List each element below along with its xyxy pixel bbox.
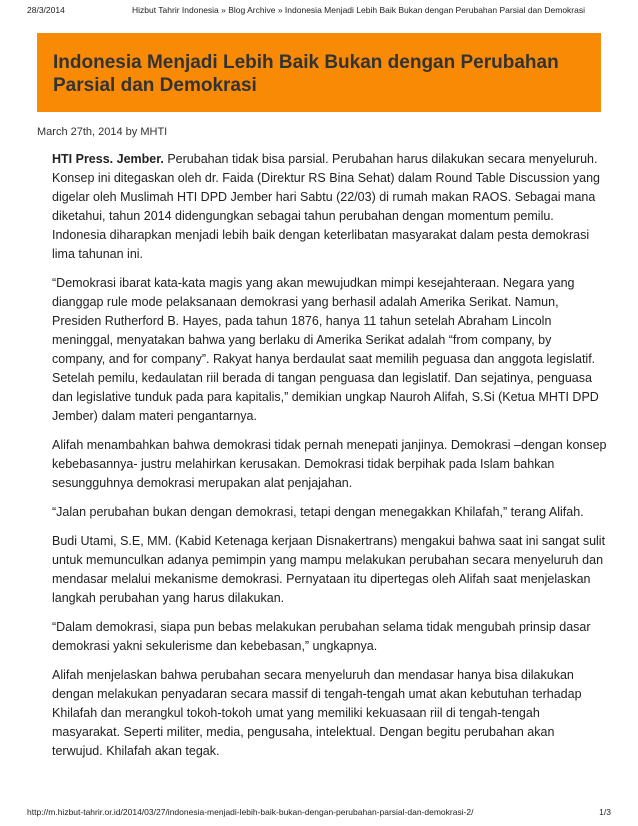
article-title-box (37, 33, 601, 112)
paragraph: “Demokrasi ibarat kata-kata magis yang akan mewujudkan mimpi kesejahteraan. Negara yang dianggap rule mode pelaksanaan demokrasi yang berhasil adalah Amerika Serikat. Namun, Presiden Rutherford B. Hayes, pada tahun 1876, hanya 11 tahun setelah Abraham Lincoln meninggal, menyatakan bahwa yang berlaku di Amerika Serikat adalah “from company, by company, and for company”. Rakyat hanya berdaulat saat memilih peguasa dan anggota legislatif. Setelah pemilu, kedaulatan riil berada di tangan penguasa dan legislatif. Dan sejatinya, penguasa dan legislative tunduk pada para kapitalis,” demikian ungkap Nauroh Alifah, S.Si (Ketua MHTI DPD Jember) dalam materi pengantarnya. (52, 276, 599, 423)
print-footer (27, 804, 611, 820)
lead-label: HTI Press. Jember. (52, 152, 164, 166)
paragraph-1-text: Perubahan tidak bisa parsial. Perubahan harus dilakukan secara menyeluruh. Konsep ini ditegaskan oleh dr. Faida (Direktur RS Bina Sehat) dalam Round Table Discussion yang digelar oleh Muslimah HTI DPD Jember hari Sabtu (22/03) di rumah makan RAOS. Sebagai mana diketahui, tahun 2014 didengungkan sebagai tahun perubahan dengan momentum pemilu. Indonesia diharapkan menjadi lebih baik dengan keterlibatan masyarakat dalam pesta demokrasi lima tahunan ini. (52, 152, 600, 261)
paragraph: Alifah menjelaskan bahwa perubahan secara menyeluruh dan mendasar hanya bisa dilakukan dengan melakukan penyadaran secara massif di tengah-tengah umat akan kebutuhan terhadap Khilafah dan merangkul tokoh-tokoh umat yang memiliki kekuasaan riil di tengah-tengah masyarakat. Seperti militer, media, pengusaha, intelektual. Dengan begitu perubahan akan terwujud. Khilafah akan tegak. (52, 668, 582, 758)
print-header (27, 2, 611, 18)
paragraph: “Jalan perubahan bukan dengan demokrasi, tetapi dengan menegakkan Khilafah,” terang Alifah. (52, 505, 584, 519)
paragraph: “Dalam demokrasi, siapa pun bebas melakukan perubahan selama tidak mengubah prinsip dasar demokrasi yakni sekulerisme dan kebebasan,” ungkapnya. (52, 620, 591, 653)
print-date: 28/3/2014 (27, 5, 65, 15)
page-number: 1/3 (599, 807, 611, 817)
paragraph: Alifah menambahkan bahwa demokrasi tidak pernah menepati janjinya. Demokrasi –dengan konsep kebebasannya- justru melahirkan kerusakan. Demokrasi tidak berpihak pada Islam bahkan sesungguhnya demokrasi merupakan alat penjajahan. (52, 438, 607, 490)
print-url[interactable]: http://m.hizbut-tahrir.or.id/2014/03/27/indonesia-menjadi-lebih-baik-bukan-dengan-perubahan-parsial-dan-demokrasi-2/ (27, 807, 474, 817)
paragraph: Budi Utami, S.E, MM. (Kabid Ketenaga kerjaan Disnakertrans) mengakui bahwa saat ini sangat sulit untuk memunculkan adanya pemimpin yang mampu melakukan perubahan secara menyeluruh dan mendasar melalui mekanisme demokrasi. Pernyataan itu dipertegas oleh Alifah saat menjelaskan langkah perubahan yang harus dilakukan. (52, 534, 606, 605)
article-meta: March 27th, 2014 by MHTI (37, 126, 168, 138)
article-title: Indonesia Menjadi Lebih Baik Bukan dengan Perubahan Parsial dan Demokrasi (53, 52, 559, 96)
print-page-title: Hizbut Tahrir Indonesia » Blog Archive » Indonesia Menjadi Lebih Baik Bukan dengan Perubahan Parsial dan Demokrasi (132, 5, 585, 15)
article-body (52, 150, 607, 771)
paragraph-1 (52, 150, 607, 264)
